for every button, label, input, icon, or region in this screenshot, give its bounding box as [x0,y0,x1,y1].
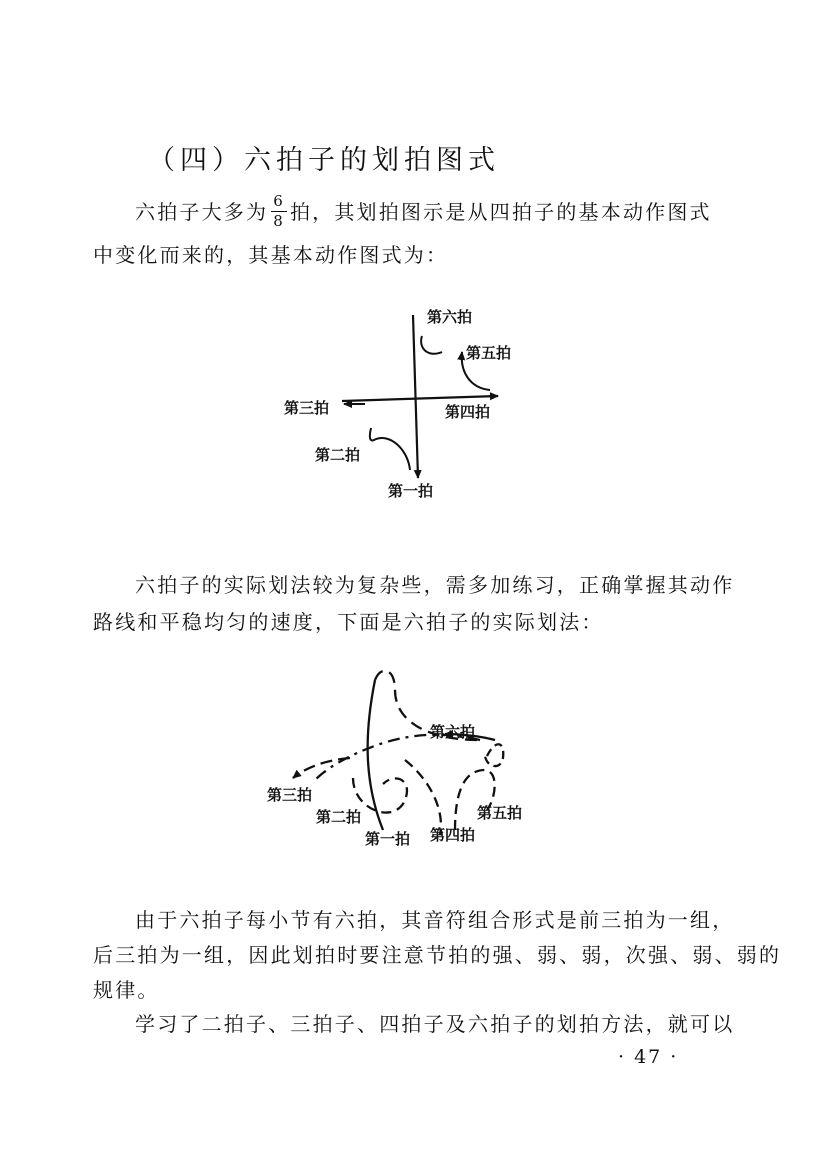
d1-label-beat5: 第五拍 [466,344,512,362]
d1-label-beat4: 第四拍 [445,403,491,421]
fraction-numerator: 6 [273,192,285,210]
paragraph-4-line-1: 学习了二拍子、三拍子、四拍子及六拍子的划拍方法，就可以 [135,1012,735,1036]
beat2-loop-path [353,778,407,813]
section-heading: （四）六拍子的划拍图式 [148,145,500,176]
para1-pre: 六拍子大多为 [135,200,269,224]
d1-label-beat3: 第三拍 [284,399,330,417]
page-number: · 47 · [618,1046,679,1068]
beat2-curve [370,428,410,470]
actual-pattern-diagram [255,660,555,860]
paragraph-2-line-2: 路线和平稳均匀的速度，下面是六拍子的实际划法： [93,610,604,634]
paragraph-1-line-1 [135,192,712,231]
d2-label-beat5: 第五拍 [477,804,523,822]
paragraph-1-line-2: 中变化而来的，其基本动作图式为： [93,243,449,267]
d1-label-beat6: 第六拍 [427,308,473,326]
basic-pattern-diagram [270,300,530,510]
paragraph-3-line-2: 后三拍为一组，因此划拍时要注意节拍的强、弱、弱，次强、弱、弱的 [93,943,782,967]
beat6-curve [421,336,442,354]
d1-label-beat2: 第二拍 [315,446,361,464]
d1-label-beat1: 第一拍 [388,482,434,500]
para1-post: 拍，其划拍图示是从四拍子的基本动作图式 [289,200,712,224]
paragraph-3-line-1: 由于六拍子每小节有六拍，其音符组合形式是前三拍为一组， [135,908,735,932]
d2-label-beat1: 第一拍 [365,830,411,848]
beat6-loop-path [485,744,503,766]
d2-label-beat3: 第三拍 [267,786,313,804]
beat4-path [405,760,441,835]
fraction-6-8 [271,194,287,229]
fraction-denominator: 8 [273,212,285,230]
horizontal-stroke [342,396,498,401]
d2-label-beat6: 第六拍 [430,723,476,741]
paragraph-3-line-3: 规律。 [93,978,160,1002]
paragraph-2-line-1: 六拍子的实际划法较为复杂些，需多加练习，正确掌握其动作 [135,573,735,597]
d2-label-beat4: 第四拍 [430,826,476,844]
beat6-arc-path [315,735,480,780]
downbeat-stroke [413,315,418,478]
d2-label-beat2: 第二拍 [316,808,362,826]
